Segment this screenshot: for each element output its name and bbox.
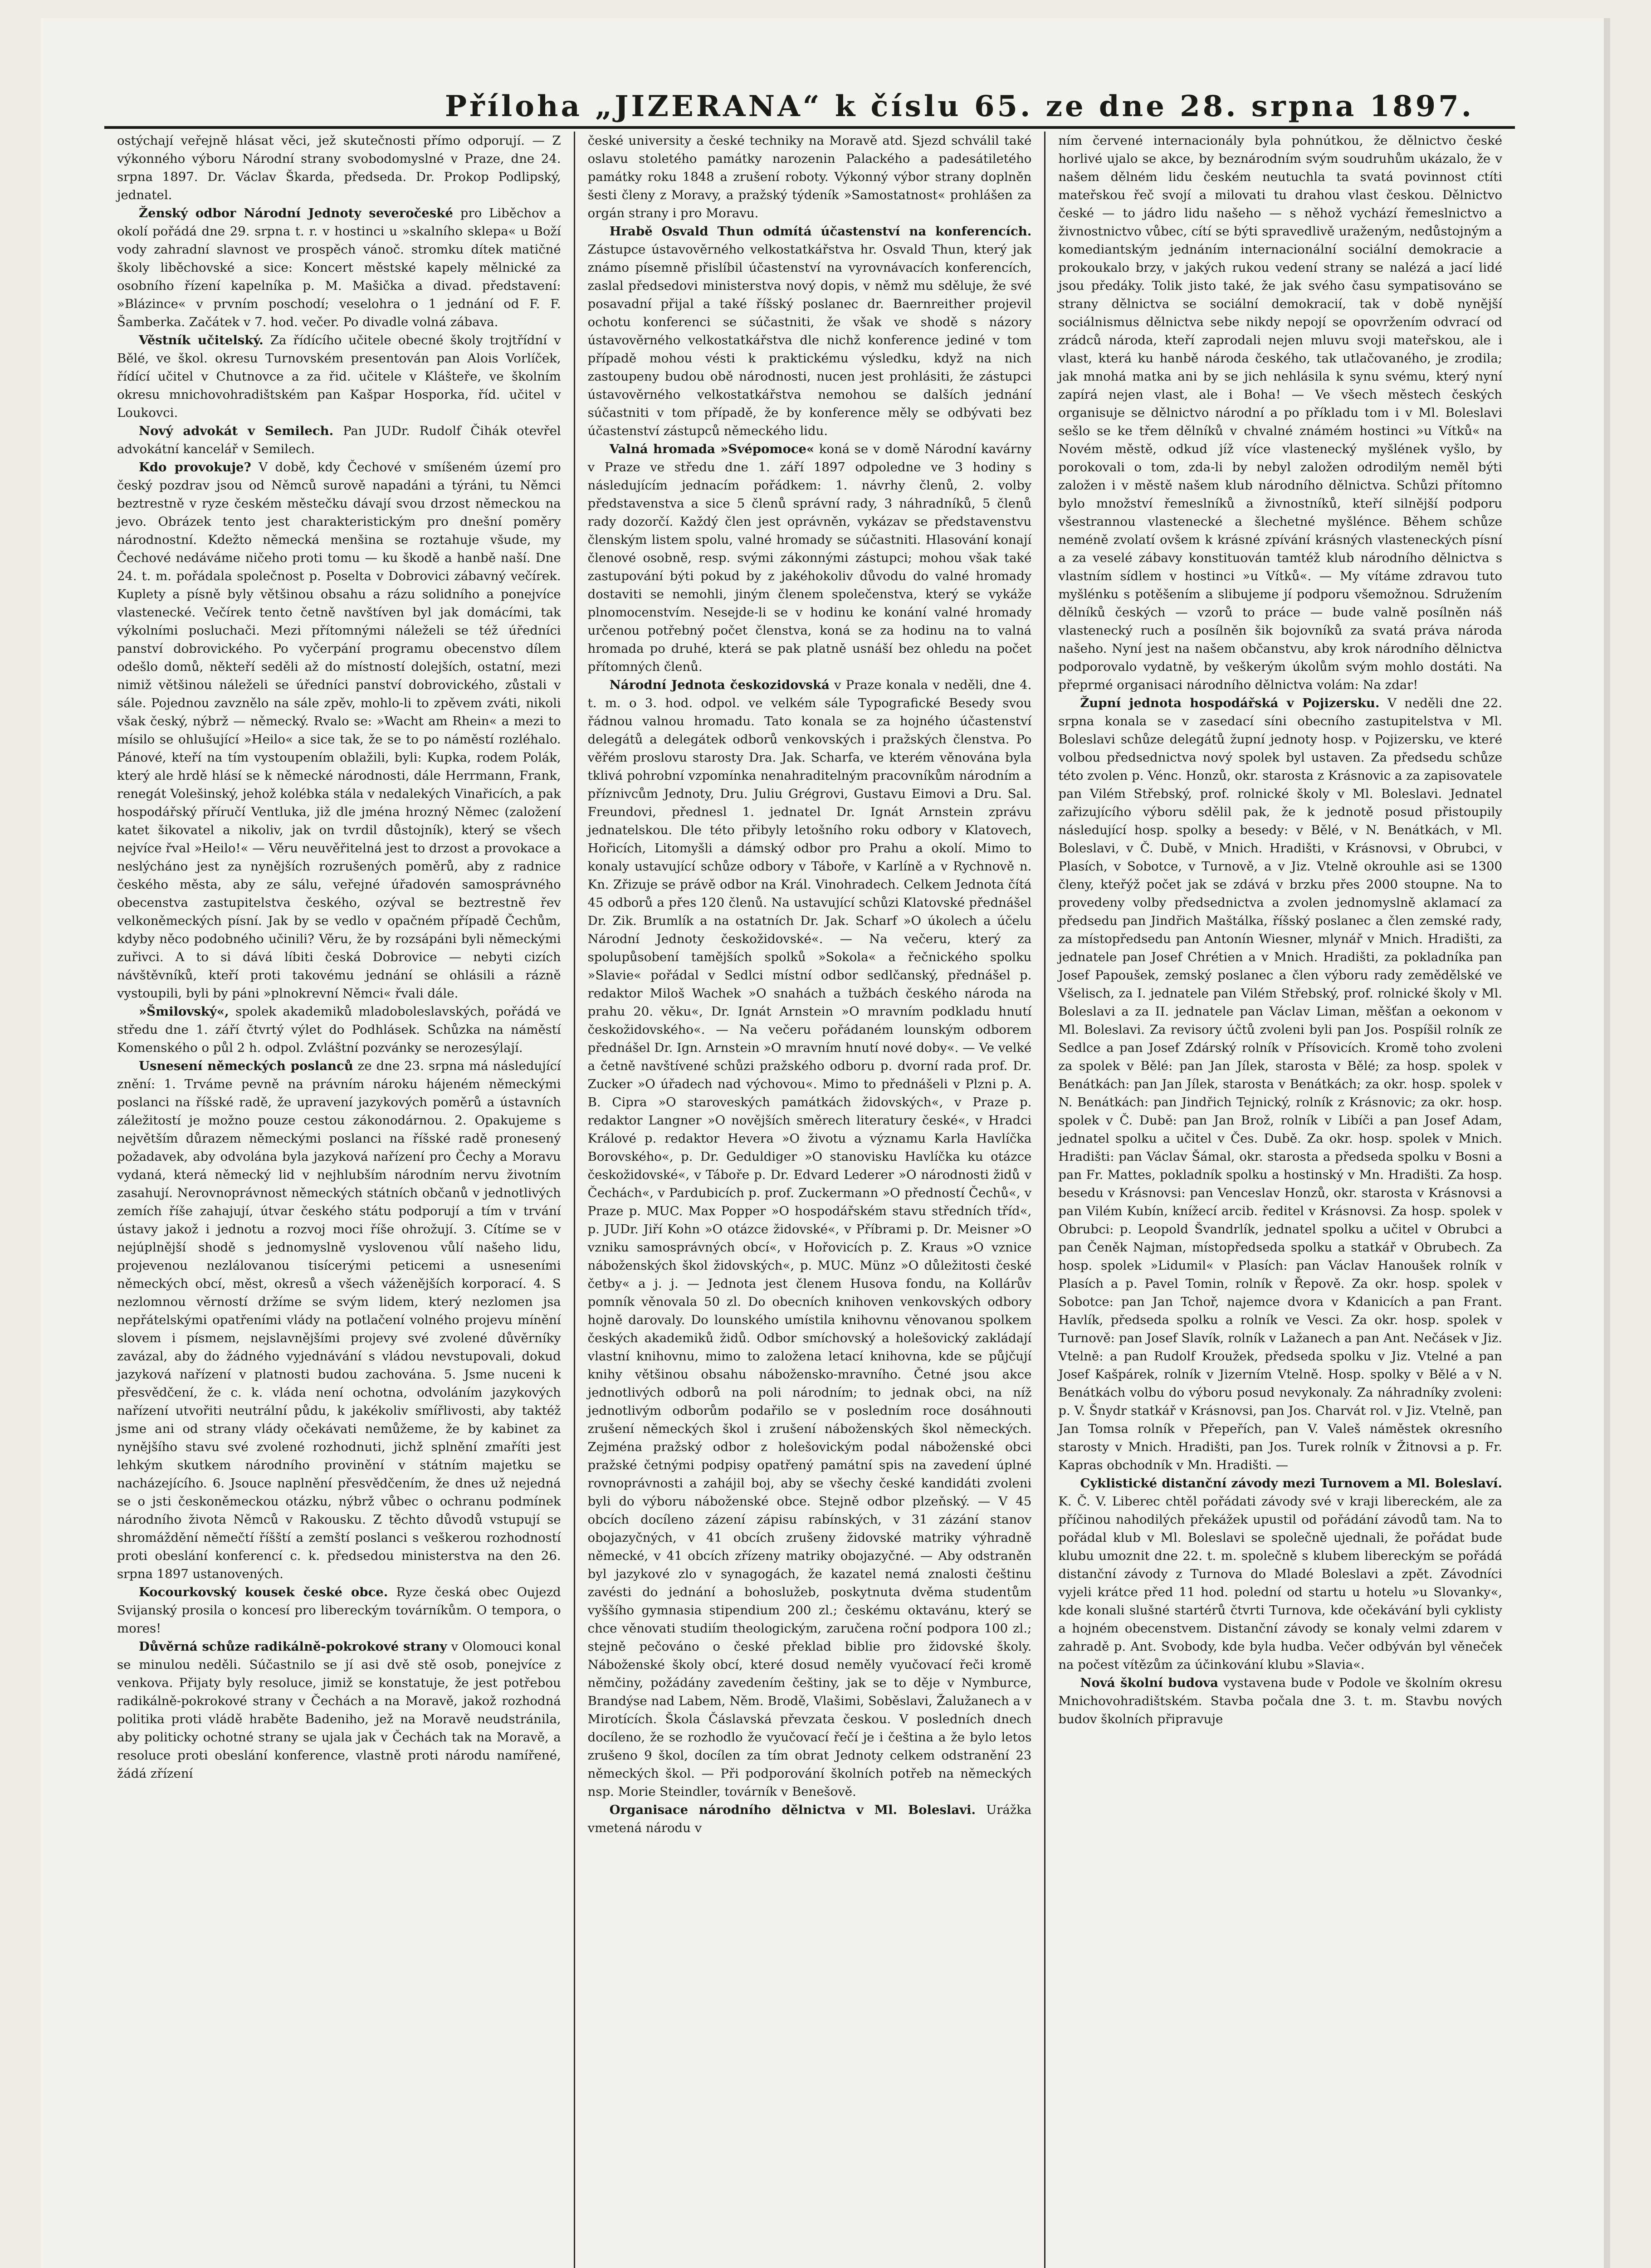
article-paragraph [117,204,561,331]
article-paragraph [1058,1674,1502,1728]
article-body: Pan JUDr. Rudolf Čihák otevřel advokátní kancelář v Semilech. [117,424,561,456]
article-headline: Hrabě Osvald Thun odmítá účastenství na konferencích. [609,224,1032,239]
header-title: Příloha „JIZERANA“ k číslu 65. ze dne 28. srpna 1897. [444,89,1474,123]
article-paragraph [117,422,561,458]
column-middle [574,132,1045,2268]
article-headline: Národní Jednota českozidovská [609,678,830,692]
article-paragraph [588,676,1032,1801]
article-body: koná se v domě Národní kavárny v Praze ve středu dne 1. září 1897 odpoledne ve 3 hodiny s následujícím jednacím pořádkem: 1. návrhy členů, 2. volby představenstva a sice 5 členů správní rady, 3 náhradníků, 5 členů rady dozorčí. Každý člen jest oprávněn, vykázav se představenstvu členským listem spolu, valné hromady se súčastniti. Hlasování konají členové osobně, resp. svými zákonnými zástupci; mohou však také zastupování býti pokud by z jakéhokoliv důvodu do valné hromady dostaviti se nemohli, jiným členem společenstva, který se vykáže plnomocenstvím. Nesejde-li se v hodinu ke konání valné hromady určenou potřebný počet členstva, koná se za hodinu na to valná hromada po druhé, která se pak platně usnáší bez ohledu na počet přítomných členů. [587,442,1032,674]
article-headline: Nový advokát v Semilech. [139,424,334,438]
article-paragraph [1058,694,1502,1474]
article-paragraph [117,331,561,422]
article-paragraph [117,458,561,1002]
article-body: pro Liběchov a okolí pořádá dne 29. srpna t. r. v hostinci u »skalního sklepa« u Boží vody zahradní slavnost ve prospěch vánoč. stromku dítek matičné školy liběchovské a sice: Koncert městské kapely mělnické za osobního řízení kapelníka p. M. Mašička a divad. představení: »Blázince« v prvním poschodí; veselohra o 1 jednání od F. F. Šamberka. Začátek v 7. hod. večer. Po divadle volná zábava. [117,206,561,329]
page-edge [1604,18,1610,2268]
article-paragraph [588,222,1032,440]
article-paragraph [1058,132,1502,694]
article-paragraph [588,440,1032,676]
article-body: ostýchají veřejně hlásat věci, jež skutečnosti přímo odporují. — Z výkonného výboru Národní strany svobodomyslné v Praze, dne 24. srpna 1897. Dr. Václav Škarda, předseda. Dr. Prokop Podlipský, jednatel. [117,133,561,202]
article-headline: Důvěrná schůze radikálně-pokrokové strany [139,1639,447,1654]
article-body: vystavena bude v Podole ve školním okresu Mnichovohradištském. Stavba počala dne 3. t. m. Stavbu nových budov školních připravuje [1058,1676,1503,1726]
article-body: Ryze česká obec Oujezd Svijanský prosila o koncesí pro libereckým továrníkům. O tempora, o mores! [117,1585,561,1636]
article-paragraph [117,132,561,204]
article-headline: Ženský odbor Národní Jednoty severočeské [139,206,453,220]
article-paragraph [117,1002,561,1057]
column-right [1044,132,1515,2268]
article-paragraph [117,1583,561,1637]
article-headline: Organisace národního dělnictva v Ml. Boleslavi. [609,1803,976,1817]
article-body: ze dne 23. srpna má následující znění: 1. Trváme pevně na právním nároku hájeném německými poslanci na říšské radě, že upravení jazykových poměrů a ústavních záležitostí je možno pouze cestou zákonodárnou. 2. Opakujeme s největším důrazem německými poslanci na říšské radě pronesený požadavek, aby odvolána byla jazyková nařízení pro Čechy a Moravu vydaná, která německý lid v nejhlubším národním nervu životním zasahují. Nerovnoprávnost německých státních občanů v jednotlivých zemích říše zahajují, útvar českého státu podporují a tím v trvání ústavy jakož i jednotu a rozvoj moci říše ohrožují. 3. Cítíme se v nejúplnější shodě s jednomyslně vyslovenou vůlí našeho lidu, projevenou nezlálovanou tisícerými peticemi a usneseními německých obcí, měst, okresů a všech váženějších korporací. 4. S nezlomnou věrností držíme se svým lidem, který nezlomen jsa nepřátelskými opatřeními vlády na potlačení volného projevu mínění slovem i písmem, nejslavnějšími projevy své zvolené důvěrníky zavázal, aby do žádného vyjednávání s vládou nevstupovali, dokud jazyková nařízení v platnosti budou zachována. 5. Jsme nuceni k přesvědčení, že c. k. vláda není ochotna, odvoláním jazykových nařízení utvořiti neutrální půdu, k jakékoliv smířlivosti, aby taktéž jsme ani od strany vlády očekávati nemůžeme, že by kabinet za nynějšího stavu své zvolené rozhodnuti, jichž splnění zmaříti jest lehkým skutkem národního provinění v státním majetku se nacházejícího. 6. Jsouce naplnění přesvědčením, že dnes už nejedná se o jsti českoněmeckou otázku, nýbrž vůbec o ochranu podmínek národního života Němců v Rakousku. Z těchto důvodů vstupují se shromáždění němečtí říšští a zemští poslanci s veškerou rozhodností proti obeslání konferencí c. k. předsedou ministerstva na den 26. srpna 1897 ustanovených. [117,1059,561,1581]
article-body: v Praze konala v neděli, dne 4. t. m. o 3. hod. odpol. ve velkém sále Typografické Besedy svou řádnou valnou hromadu. Tato konala se za hojného účastenství delegátů a delegátek odborů venkovských i pražských členstva. Po věřém proslovu starosty Dra. Jak. Scharfa, ve kterém věnována byla tklivá pohrobní vzpomínka nenahraditelným pracovníkům národním a příznivcům Jednoty, Dru. Juliu Grégrovi, Gustavu Eimovi a Dru. Sal. Freundovi, přednesl 1. jednatel Dr. Ignát Arnstein zprávu jednatelskou. Dle této přibyly letošního roku odbory v Klatovech, Hořicích, Litomyšli a dámský odbor pro Prahu a okolí. Mimo to konaly ustavující schůze odbory v Táboře, v Karlíně a v Rychnově n. Kn. Zřizuje se právě odbor na Král. Vinohradech. Celkem Jednota čítá 45 odborů a přes 120 členů. Na ustavující schůzi Klatovské přednášel Dr. Zik. Brumlík a na ostatních Dr. Jak. Scharf »O úkolech a účelu Národní Jednoty českožidovské«. — Na večeru, který za spolupůsobení tamějších spolků »Sokola« a řečnického spolku »Slavie« pořádal v Sedlci místní odbor sedlčanský, přednášel p. redaktor Miloš Wachek »O snahách a tužbách českého národa na prahu 20. věku«, Dr. Ignát Arnstein »O mravním podkladu hnutí českožidovského«. — Na večeru pořádaném lounským odborem přednášel Dr. Ign. Arnstein »O mravním hnutí nové doby«. — Ve velké a četně navštívené schůzi pražského odboru p. dvorní rada prof. Dr. Zucker »O úřadech nad výchovou«. Mimo to přednášeli v Plzni p. A. B. Cipra »O staroveských památkách židovských«, v Praze p. redaktor Langner »O novějších směrech literatury české«, v Hradci Králové p. redaktor Hevera »O životu a významu Karla Havlíčka Borovského«, p. Dr. Geduldiger »O stanovisku Havlíčka ku otázce českožidovské«, v Táboře p. Dr. Edvard Lederer »O národnosti židů v Čechách«, v Pardubicích p. prof. Zuckermann »O předností Čechů«, v Praze p. MUC. Max Popper »O hospodářském stavu středních tříd«, p. JUDr. Jiří Kohn »O otázce židovské«, v Příbrami p. Dr. Meisner »O vzniku samosprávných obcí«, v Hořovicích p. Z. Kraus »O vznice náboženských škol židovských«, p. MUC. Münz »O důležitosti české četby« a j. j. — Jednota jest členem Husova fondu, na Kollárův pomník věnovala 50 zl. Do obecních knihoven venkovských odbory hojně darovaly. Do lounského umístila knihovnu věnovanou spolkem českých akademiků židů. Odbor smíchovský a holešovický zakládají vlastní knihovnu, mimo to založena letací knihovna, kde se půjčují knihy většinou obsahu nábožensko-mravního. Četné jsou akce jednotlivých odborů na poli národním; to jednak obci, na níž jednotlivým odborům podařilo se v posledním roce dosáhnouti zrušení německých škol i zrušení náboženských škol německých. Zejména pražský odbor z holešovickým podal náboženské obci pražské četnými podpisy opatřený památní spis na zavedení úplné rovnoprávnosti a zahájil boj, aby se všechy české kandidáti zvoleni byli do výboru náboženské obce. Stejně odbor plzeňský. — V 45 obcích docíleno zázení zápisu rabínských, v 31 zázání stanov obojazyčných, v 41 obcích zrušeny židovské matriky výhradně německé, v 41 obcích zřízeny matriky obojazyčné. — Aby odstraněn byl jazykové zlo v synagogách, že kazatel nemá znalosti češtinu zavésti do jednání a bohoslužeb, poskytnuta dvěma studentům vyššího gymnasia stipendium 200 zl.; českému oktavánu, který se chce věnovati studiím theologickým, zaručena roční podpora 100 zl.; stejně pečováno o české překlad biblie pro židovské školy. Náboženské školy obcí, které dosud neměly vyučovací řeči kromě němčiny, požádány zavedením češtiny, jak se to děje v Nymburce, Brandýse nad Labem, Něm. Brodě, Vlašimi, Soběslavi, Žalužanech a v Mirotících. Škola Čáslavská převzata českou. V posledních dnech docíleno, že se rozhodlo že vyučovací řečí je i čeština a že bylo letos zrušeno 9 škol, docílen za tím obrat Jednoty celkem odstranění 23 německých škol. — Při podporování školních potřeb na německých nsp. Morie Steindler, továrník v Benešově. [587,678,1032,1799]
article-columns [104,132,1515,2268]
article-body: české university a české techniky na Moravě atd. Sjezd schválil také oslavu stoletého památky narozenin Palackého a padesátiletého památky roku 1848 a zrušení roboty. Výkonný výbor strany doplněn šesti členy z Moravy, a pražský týdeník »Samostatnost« prohlášen za orgán strany i pro Moravu. [587,133,1032,220]
article-headline: Věstník učitelský. [139,333,264,347]
article-headline: Kdo provokuje? [139,460,251,474]
article-body: Zástupce ústavověrného velkostatkářstva hr. Osvald Thun, který jak známo písemně přislíbil účastenství na vyrovnávacích konferencích, zaslal předsedovi ministerstva nový dopis, v němž mu sděluje, že své posavadní přijal a také říšský poslanec dr. Baernreither projevil ochotu konferenci se súčastniti, že však ve shodě s názory ústavověrného velkostatkářstva dle nichž konference jediné v tom případě mohou vésti k praktickému výsledku, když na nich zastoupeny budou obě národnosti, nucen jest prohlásiti, že zástupci ústavověrného velkostatkářstva nemohou se dalších jednání súčastniti v tom případě, že by konference měly se odbývati bez účastenství zástupců německého lidu. [587,242,1032,438]
article-body: V době, kdy Čechové v smíšeném území pro český pozdrav jsou od Němců surově napadáni a týráni, tu Němci beztrestně v ryze českém městečku dávají svou drzost německou na jevo. Obrázek tento jest charakteristickým pro dnešní poměry národnostní. Kdežto německá menšina se roztahuje všude, my Čechové nedáváme ničeho proti tomu — ku škodě a hanbě naší. Dne 24. t. m. pořádala společnost p. Poselta v Dobrovici zábavný večírek. Kuplety a písně byly většinou obsahu a rázu solidního a ponejvíce vlastenecké. Večírek tento četně navštíven byl jak domácími, tak výkolními posluchači. Mezi přítomnými náleželi se též úředníci panství dobrovického. Po vyčerpání programu obecenstvo dílem odešlo domů, někteří seděli až do místností dolejších, ostatní, mezi nimiž většinou náleželi se úředníci panství dobrovického, zůstali v sále. Pojednou zavznělo na sále zpěv, mohlo-li to zpěvem zváti, nikoli však český, nýbrž — německý. Rvalo se: »Wacht am Rhein« a mezi to mísilo se ohlušující »Heilo« a sice tak, že se to po náměstí rozléhalo. Pánové, kteří na tím vystoupením oblažili, byli: Kupka, rodem Polák, který ale hrdě hlásí se k německé národnosti, dále Herrmann, Frank, renegát Volešinský, jehož kolébka stála v nedalekých Vinařicích, a pak hospodářský příručí Ventluka, již dle jména hrozný Němec (založení katet šikovatel a nikoliv, jak on tvrdil důstojník), který se všech nejvíce řval »Heilo!« — Věru neuvěřitelná jest to drzost a provokace a neslýcháno jest za nynějších rozrušených poměrů, aby z radnice českého města, aby ze sálu, veřejné úřadovén samosprávného obecenstva zastupitelstva českého, ozýval se beztrestně řev velkoněmeckých písní. Jak by se vedlo v opačném případě Čechům, kdyby něco podobného učinili? Věru, že by rozsápáni byli německými zuřivci. A to si dává líbiti česká Dobrovice — nebyti cizích návštěvníků, kteří proti takovému jednání se ohlásili a rázně vystoupili, byli by páni »plnokrevní Němci« řvali dále. [117,460,561,1001]
article-paragraph [117,1057,561,1583]
article-paragraph [588,132,1032,222]
page-header [109,77,1542,127]
article-body: ním červené internacionály byla pohnútkou, že dělnictvo české horlivé ujalo se akce, by beznárodním svým soudruhům ukázalo, že v našem dělném lidu českém neutuchla ta svatá povinnost ctíti mateřskou řeč svojí a milovati tu drahou vlast českou. Dělnictvo české — to jádro lidu našeho — s něhož vychází řemeslnictvo a živnostnictvo vůbec, cítí se býti spravedlivě uraženým, nedůstojným a komediantským jednáním internacionální sociální demokracie a prokoukalo brzy, v jakých rukou vedení strany se nalézá a jací lidé jsou předáky. Tolik jisto také, že jak svého času sympatisováno se strany dělnictva se sociální demokracií, tak v době nynější sociálnismus dělnictva sebe nikdy nepojí se opovržením odvrací od zrádců národa, kteří zaprodali nejen mluvu svoji mateřskou, ale i vlast, která ku hanbě národa českého, tak utlačovaného, je zrodila; jak mnohá matka ani by se jich nehlásila k synu svému, který nyní zapírá nejen vlast, ale i Boha! — Ve všech městech českých organisuje se dělnictvo národní a po příkladu tom i v Ml. Boleslavi sešlo se ke třem dělníků v chvalné známém hostinci »u Vítků« na Novém městě, odkud jíž více vlastenecký myšlének vyšlo, by porokovali o tom, zda-li by nebyl založen odrodilým neměl býti založen i v městě našem klub národního dělnictva. Schůzi přítomno bylo množství řemeslníků a živnostníků, kteří silnější podporu všestrannou vlastenecké a šlechetné myšlénce. Během schůze neméně zvolatí ovšem k krásné zpívání krásných vlasteneckých písní a za veselé zábavy konstituován tamtéž klub národního dělnictva s vlastním sídlem v hostinci »u Vítků«. — My vítáme zdravou tuto myšlénku s potěšením a slibujeme jí podporu všemožnou. Sdružením dělníků českých — vzorů to práce — bude valně posílněn náš vlastenecký ruch a posílněn šik bojovníků za svatá práva národa našeho. Nyní jest na našem občanstvu, aby krok národního dělnictva podporovalo vydatně, by veškerým úkolům svým mohlo dostáti. Na přeprmé organisaci národního dělnictva volám: Na zdar! [1058,133,1503,692]
article-headline: »Šmilovský«, [139,1004,229,1019]
article-body: Za řídícího učitele obecné školy trojtřídní v Bělé, ve škol. okresu Turnovském presentován pan Alois Vorlíček, řídící učitel v Chutnovce a za řid. učitele v Klášteře, ve školním okresu mnichovohradištském pan Kašpar Hosporka, říd. učitel v Loukovci. [117,333,561,420]
article-paragraph [588,1801,1032,1837]
article-headline: Župní jednota hospodářská v Pojizersku. [1080,696,1380,710]
article-body: V neděli dne 22. srpna konala se v zasedací síni obecního zastupitelstva v Ml. Boleslavi schůze delegátů župní jednoty hosp. v Pojizersku, ve které volbou předsednictva nový spolek byl ustaven. Za předsedu schůze této zvolen p. Vénc. Honzů, okr. starosta z Krásnovic a za zapisovatele pan Vilém Střebský, prof. rolnické školy v Ml. Boleslavi. Jednatel zařizujícího výboru sdělil pak, že k jednotě posud přistoupily následující hosp. spolky a besedy: v Bělé, v N. Benátkách, v Ml. Boleslavi, v Č. Dubě, v Mnich. Hradišti, v Krásnovsi, v Obrubci, v Plasích, v Sobotce, v Turnově, a v Jiz. Vtelně okrouhle asi se 1300 členy, kteřýž počet jak se zdává v brzku přes 2000 stoupne. Na to provedeny volby předsednictva a zvolen jednomyslně aklamací za předsedu pan Jindřich Maštálka, říšský poslanec a člen zemské rady, za místopředsedu pan Antonín Wiesner, mlynář v Mnich. Hradišti, za jednatele pan Josef Chrétien a v Mnich. Hradišti, za pokladníka pan Josef Papoušek, zemský poslanec a člen výboru rady zemědělské ve Všelisch, za I. jednatele pan Vilém Střebský, prof. rolnické školy v Ml. Boleslavi a za II. jednatele pan Václav Liman, měšťan a oekonom v Ml. Boleslavi. Za revisory účtů zvoleni byli pan Jos. Pospíšil rolník ze Sedlce a pan Josef Zdárský rolník v Přísovicích. Kromě toho zvoleni za spolek v Bělé: pan Jan Jílek, starosta v Bělé; za hosp. spolek v Benátkách: pan Jan Jílek, starosta v Benátkách; za okr. hosp. spolek v N. Benátkách: pan Jindřich Tejnický, rolník z Krásnovic; za okr. hosp. spolek v Č. Dubě: pan Jan Brož, rolník v Libíči a pan Josef Adam, jednatel spolku a učitel v Čes. Dubě. Za okr. hosp. spolek v Mnich. Hradišti: pan Václav Šámal, okr. starosta a předseda spolku v Bosni a pan Fr. Mattes, pokladník spolku a hostinský v Mn. Hradišti. Za hosp. besedu v Krásnovsi: pan Venceslav Honzů, okr. starosta v Krásnovsi a pan Vilém Kubín, knížecí arcib. ředitel v Krásnovsi. Za hosp. spolek v Obrubci: p. Leopold Švandrlík, jednatel spolku a učitel v Obrubci a pan Čeněk Najman, místopředseda spolku a statkář v Obrubech. Za hosp. spolek »Lidumil« v Plasích: pan Václav Hanoušek rolník v Plasích a p. Pavel Tomin, rolník v Řepově. Za okr. hosp. spolek v Sobotce: pan Jan Tchoř, najemce dvora v Kdanicích a pan Frant. Havlík, předseda spolku a rolník ve Vesci. Za okr. hosp. spolek v Turnově: pan Josef Slavík, rolník v Lažanech a pan Ant. Nečásek v Jiz. Vtelně: a pan Rudolf Kroužek, předseda spolku v Jiz. Vtelné a pan Josef Kašpárek, rolník v Jizerním Vtelně. Hosp. spolky v Bělé a v N. Benátkách volbu do výboru posud nevykonaly. Za náhradníky zvoleni: p. V. Šnydr statkář v Krásnovsi, pan Jos. Charvát rol. v Jiz. Vtelně, pan Jan Tomsa rolník v Přepeřích, pan V. Valeš náměstek okresního starosty v Mnich. Hradišti, pan Jos. Turek rolník v Žitnovsi a p. Fr. Kapras obchodník v Mn. Hradišti. — [1058,696,1503,1472]
article-body: Urážka vmetená národu v [587,1803,1032,1835]
article-headline: Kocourkovský kousek české obce. [139,1585,388,1599]
article-body: spolek akademiků mladoboleslavských, pořádá ve středu dne 1. září čtvrtý výlet do Podhlásek. Schůzka na náměstí Komenského o půl 2 h. odpol. Zvláštní pozvánky se nerozesýlají. [117,1004,561,1055]
article-body: v Olomouci konal se minulou neděli. Súčastnilo se jí asi dvě stě osob, ponejvíce z venkova. Přijaty byly resoluce, jimiž se konstatuje, že jest potřebou radikálně-pokrokové strany v Čechách a na Moravě, jakož rozhodná politika proti vládě hraběte Badeniho, jež na Moravě neudstránila, aby politicky ochotné strany se ujala jak v Čechách tak na Moravě, a resoluce proti obeslání konference, vlastně proti národu namířené, žádá zřízení [117,1639,561,1781]
header-rule [104,126,1515,129]
column-left [104,132,574,2268]
newspaper-page [41,18,1610,2268]
article-paragraph [1058,1474,1502,1674]
article-headline: Usnesení německých poslanců [139,1059,353,1073]
article-headline: Cyklistické distanční závody mezi Turnovem a Ml. Boleslaví. [1080,1476,1503,1491]
article-body: K. Č. V. Liberec chtěl pořádati závody své v kraji libereckém, ale za příčinou nahodilých překážek upustil od pořádání závodů tam. Na to pořádal klub v Ml. Boleslavi se společně ujednali, že pořádat bude klubu umoznit dne 22. t. m. společně s klubem libereckým se pořádá distanční závody z Turnova do Mladé Boleslavi a zpět. Závodníci vyjeli krátce před 11 hod. polední od startu u hotelu »u Slovanky«, kde konali slušné startérů čtvrti Turnova, kde očekávání byli cyklisty a hojném obecenstvem. Distanční závody se konaly velmi zdarem v zahradě p. Ant. Svobody, kde byla hudba. Večer odbýván byl věneček na počest vítězům za účinkování klubu »Slavia«. [1058,1494,1503,1672]
article-paragraph [117,1637,561,1783]
article-headline: Valná hromada »Svépomoce« [609,442,815,456]
article-headline: Nová školní budova [1080,1676,1218,1690]
